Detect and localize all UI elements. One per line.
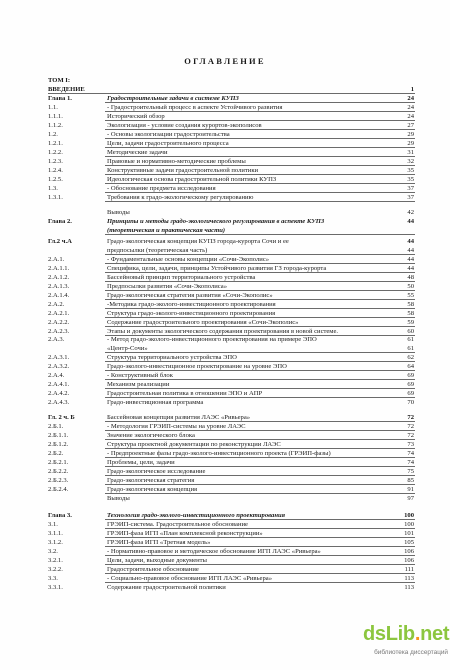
toc-entry-title: Конструктивные задачи градостроительной политики [107, 166, 259, 174]
toc-entry-page: 29 [407, 130, 414, 138]
toc-entry [0, 291, 450, 300]
toc-entry [0, 237, 450, 246]
toc-entry-title: Градостроительные задачи в системе КУПЗ [107, 95, 239, 102]
toc-entry-page: 100 [404, 521, 414, 529]
toc-entry [0, 574, 450, 583]
toc-entry-number: Глава 1. [48, 95, 72, 102]
toc-entry-title: Градо-экологическая стратегия [107, 477, 195, 485]
toc-entry-number: Гл.2 ч.А [48, 237, 72, 245]
toc-entry-number: 2.А.3.1. [48, 354, 70, 362]
toc-entry-number: 1.2.5. [48, 175, 63, 183]
toc-entry-title: - Методология ГРЭИП-системы на уровне ЛАЭС [107, 423, 246, 431]
toc-entry-title: Градостроительная политика в отношении ЭПО и АПР [107, 390, 263, 398]
toc-entry-page: 72 [407, 414, 414, 422]
toc-entry-page: 37 [407, 184, 414, 192]
dslib-watermark[interactable] [350, 623, 450, 663]
toc-entry-number: 1.2.1. [48, 139, 63, 147]
toc-entry [0, 547, 450, 556]
toc-entry [0, 529, 450, 538]
toc-entry-number: 2.А.3. [48, 336, 65, 344]
toc-entry-page: 106 [404, 548, 414, 555]
toc-entry [0, 112, 450, 121]
toc-entry [0, 380, 450, 389]
toc-entry-page: 44 [407, 246, 414, 254]
toc-entry [0, 413, 450, 422]
toc-entry-number: 2.А.1.3. [48, 282, 70, 290]
toc-entry [0, 440, 450, 449]
toc-entry-page: 69 [407, 390, 414, 398]
toc-entry-number: 2.А.2.3. [48, 327, 70, 335]
toc-entry-number: 3.2.1. [48, 557, 63, 564]
toc-entry-page: 70 [407, 399, 414, 407]
watermark-subtitle: библиотека диссертаций [374, 649, 448, 656]
toc-entry-title: ГРЭИП-система. Градостроительное обоснование [107, 521, 248, 529]
toc-entry [0, 318, 450, 327]
toc-entry [0, 353, 450, 362]
toc-entry-page: 44 [407, 237, 414, 245]
toc-entry-number: Глава 3. [48, 512, 72, 520]
toc-entry [0, 362, 450, 371]
toc-entry-number: ТОМ I: [48, 77, 71, 84]
toc-entry-page: 74 [407, 459, 414, 467]
toc-entry-page: 58 [407, 309, 414, 317]
toc-entry [0, 184, 450, 193]
logo-main: dsLib [363, 623, 415, 645]
toc-entry-title: Содержание градостроительного проектирования «Сочи-Экополис» [107, 318, 299, 326]
toc-entry-page: 69 [407, 372, 414, 380]
toc-entry-page: 44 [407, 264, 414, 272]
toc-entry-number: 1.1. [48, 103, 58, 111]
toc-entry [0, 130, 450, 139]
toc-entry [0, 565, 450, 574]
toc-entry-page: 24 [407, 112, 414, 120]
toc-entry-number: 2.А.4. [48, 372, 65, 380]
toc-entry-title: Проблемы, цели, задачи [107, 459, 175, 467]
toc-entry-page: 32 [407, 157, 414, 165]
toc-entry [0, 157, 450, 166]
toc-entry-title: Градо-экологическая концепция КУПЗ города-курорта Сочи и ее [107, 237, 289, 245]
toc-entry-underline [105, 234, 415, 235]
toc-entry-number: 2.Б.1.2. [48, 441, 69, 449]
toc-entry-title: - Фундаментальные основы концепции «Сочи-Экополис» [107, 255, 270, 263]
toc-entry-page: 50 [407, 282, 414, 290]
toc-entry-page: 101 [404, 530, 414, 537]
toc-entry-title: Градостроительное обоснование [107, 566, 199, 573]
toc-entry-title: Технология градо-эколого-инвестиционного проектирования [107, 512, 286, 520]
toc-entry-number: 2.Б.2.4. [48, 486, 69, 494]
toc-entry-title: Механизм реализации [107, 381, 170, 389]
toc-entry-title: Исторический обзор [107, 112, 165, 120]
toc-entry-page: 97 [407, 495, 414, 503]
toc-entry-page: 72 [407, 423, 414, 431]
toc-entry-number: 2.А.4.1. [48, 381, 70, 389]
toc-entry [0, 255, 450, 264]
toc-entry [0, 246, 450, 255]
toc-entry [0, 431, 450, 440]
toc-entry [0, 371, 450, 380]
toc-entry [0, 166, 450, 175]
toc-entry [0, 449, 450, 458]
toc-entry [0, 556, 450, 565]
toc-entry-page: 1 [410, 86, 414, 93]
toc-entry [0, 103, 450, 112]
toc-entry-number: 3.1.1. [48, 530, 63, 537]
toc-entry [0, 511, 450, 520]
toc-entry-title: Градо-экологическое исследование [107, 468, 206, 476]
toc-entry-title: Методические задачи [107, 148, 168, 156]
toc-entry-number: 2.А.4.3. [48, 399, 70, 407]
toc-entry-page: 24 [407, 103, 414, 111]
toc-entry-page: 100 [404, 512, 414, 520]
toc-entry-number: 2.Б.2.3. [48, 477, 69, 485]
toc-entry-page: 35 [407, 175, 414, 183]
toc-entry-number: Гл. 2 ч. Б [48, 414, 75, 422]
toc-entry-number: 2.А.4.2. [48, 390, 70, 398]
toc-entry-page: 42 [407, 208, 414, 216]
toc-entry [0, 264, 450, 273]
toc-entry-number: 2.А.2. [48, 300, 65, 308]
toc-entry [0, 193, 450, 202]
document-title: ОГЛАВЛЕНИЕ [184, 56, 266, 66]
toc-entry-page: 35 [407, 166, 414, 174]
toc-entry [0, 422, 450, 431]
toc-entry-title: Принципы и методы градо-экологического регулирования в аспекте КУПЗ [107, 217, 325, 225]
toc-entry-title: ГРЭИП-фаза ИГП «План комплексной реконструкции» [107, 530, 263, 537]
toc-entry-number: 1.2.4. [48, 166, 63, 174]
toc-entry-page: 27 [407, 121, 414, 129]
toc-entry-page: 75 [407, 468, 414, 476]
toc-entry-page: 44 [407, 217, 414, 225]
toc-entry [0, 208, 450, 217]
toc-entry-page: 48 [407, 273, 414, 281]
toc-entry [0, 398, 450, 407]
toc-entry-page: 105 [404, 539, 414, 546]
toc-entry [0, 148, 450, 157]
toc-entry-title: Структура проектной документации по реконструкции ЛАЭС [107, 441, 281, 449]
toc-entry-page: 69 [407, 381, 414, 389]
toc-entry-number: 2.А.3.2. [48, 363, 70, 371]
toc-entry [0, 175, 450, 184]
toc-entry-title: предпосылки (теоретическая часть) [107, 246, 208, 254]
toc-entry [0, 344, 450, 353]
toc-entry-title: Содержание градостроительной политики [107, 583, 226, 591]
toc-entry-title: Идеологическая основа градостроительной политики КУПЗ [107, 175, 277, 183]
toc-entry-page: 106 [404, 557, 414, 564]
toc-entry [0, 538, 450, 547]
toc-entry [0, 494, 450, 503]
toc-entry [0, 121, 450, 130]
toc-entry [0, 583, 450, 592]
toc-entry-number: 3.2.2. [48, 566, 63, 573]
toc-entry-page: 61 [407, 336, 414, 344]
toc-entry-number: 3.1.2. [48, 539, 63, 546]
toc-entry-number: 1.2.3. [48, 157, 63, 165]
toc-entry-title: Требования к градо-экологическому регулированию [107, 193, 254, 201]
toc-entry-number: 3.3. [48, 574, 58, 582]
toc-entry-page: 60 [407, 327, 414, 335]
toc-entry-title: - Предпроектные фазы градо-эколого-инвестиционного проекта (ГРЭИП-фазы) [107, 450, 331, 458]
toc-entry-number: 2.Б.2.2. [48, 468, 69, 476]
toc-entry-number: 2.А.1.4. [48, 291, 70, 299]
toc-entry [0, 76, 450, 85]
toc-entry-number: 2.А.1.2. [48, 273, 70, 281]
toc-entry-number: 1.2. [48, 130, 58, 138]
toc-entry-number: ВВЕДЕНИЕ [48, 86, 85, 93]
toc-entry-page: 31 [407, 148, 414, 156]
toc-entry [0, 273, 450, 282]
toc-entry-title: - Градостроительный процесс в аспекте Устойчивого развития [107, 103, 283, 111]
toc-entry-title: Градо-экологическая стратегия развития «Сочи-Экополис» [107, 291, 273, 299]
dslib-logo [363, 623, 449, 646]
logo-dot: . [414, 623, 421, 645]
toc-entry [0, 94, 450, 103]
toc-entry-page: 64 [407, 363, 414, 371]
toc-entry-title: Градо-эколого-инвестиционное проектирование на уровне ЭПО [107, 363, 287, 371]
toc-entry-title: Предпосылки развития «Сочи-Экополиса» [107, 282, 228, 290]
toc-entry-page: 61 [407, 345, 414, 353]
toc-entry-title: Цели, задачи, выходные документы [107, 557, 207, 564]
toc-entry [0, 300, 450, 309]
toc-entry [0, 476, 450, 485]
toc-entry-title: Структура территориального устройства ЭПО [107, 354, 237, 362]
toc-entry-number: 2.Б.2. [48, 450, 64, 458]
toc-entry [0, 85, 450, 94]
toc-entry-number: Глава 2. [48, 217, 72, 225]
toc-entry-number: 1.3.1. [48, 193, 63, 201]
toc-entry-number: 2.А.2.2. [48, 318, 70, 326]
toc-entry-number: 1.1.1. [48, 112, 63, 120]
toc-entry-title: Этапы и документы экологического содержания проектирования в новой системе. [107, 327, 339, 335]
toc-entry-number: 3.1. [48, 521, 58, 529]
toc-entry-title: Бассейновая концепция развития ЛАЭС «Ривьера» [107, 414, 251, 422]
toc-entry-number: 2.А.2.1. [48, 309, 70, 317]
toc-entry-page: 91 [407, 486, 414, 494]
toc-entry-title: - Обоснование предмета исследования [107, 184, 216, 192]
toc-entry-title: Экологизация - условие создания курортов-экополисов [107, 121, 262, 129]
toc-entry-title: -Методика градо-эколого-инвестиционного проектирования [107, 300, 276, 308]
toc-entry-title: (теоретическая и практическая части) [107, 226, 226, 234]
toc-entry-page: 72 [407, 432, 414, 440]
toc-entry-title: ГРЭИП-фаза ИГП «Третная модель» [107, 539, 211, 546]
toc-entry-page: 74 [407, 450, 414, 458]
toc-entry [0, 467, 450, 476]
toc-entry-page: 29 [407, 139, 414, 147]
toc-entry-title: Выводы [107, 495, 130, 503]
logo-tld: net [420, 623, 450, 645]
toc-entry-number: 2.Б.1. [48, 423, 64, 431]
toc-entry [0, 520, 450, 529]
toc-entry-title: Градо-экологическая концепция [107, 486, 198, 494]
toc-entry-number: 1.1.2. [48, 121, 63, 129]
toc-entry-page: 111 [404, 566, 414, 573]
toc-entry-title: - Социально-правовое обоснование ИГП ЛАЭС «Ривьера» [107, 574, 273, 582]
toc-entry-title: - Метод градо-эколого-инвестиционного проектирования на примере ЭПО [107, 336, 317, 344]
toc-entry-title: «Центр-Сочи» [107, 345, 148, 353]
toc-entry-page: 85 [407, 477, 414, 485]
toc-entry-number: 1.2.2. [48, 148, 63, 156]
toc-entry-number: 1.3. [48, 184, 58, 192]
toc-entry-page: 59 [407, 318, 414, 326]
toc-entry [0, 389, 450, 398]
toc-entry-page: 62 [407, 354, 414, 362]
toc-entry [0, 485, 450, 494]
toc-entry-number: 2.Б.2.1. [48, 459, 69, 467]
toc-entry-number: 3.3.1. [48, 583, 63, 591]
toc-entry [0, 335, 450, 344]
toc-entry-page: 113 [404, 583, 414, 591]
toc-entry-page: 55 [407, 291, 414, 299]
toc-entry-page: 24 [407, 95, 414, 102]
toc-entry-page: 37 [407, 193, 414, 201]
toc-entry-page: 113 [404, 574, 414, 582]
toc-entry-title: Структура градо-эколого-инвестиционного проектирования [107, 309, 276, 317]
toc-entry-title: Цели, задачи градостроительного процесса [107, 139, 229, 147]
toc-entry-title: Выводы [107, 208, 130, 216]
toc-entry-number: 2.А.1.1. [48, 264, 70, 272]
toc-entry [0, 139, 450, 148]
toc-entry-title: - Основы экологизации градостроительства [107, 130, 230, 138]
toc-entry-number: 2.Б.1.1. [48, 432, 69, 440]
toc-entry-title: - Конструктивный блок [107, 372, 173, 380]
toc-entry [0, 226, 450, 235]
toc-entry [0, 282, 450, 291]
toc-entry-page: 44 [407, 255, 414, 263]
toc-entry [0, 309, 450, 318]
toc-entry-page: 58 [407, 300, 414, 308]
toc-entry-title: - Нормативно-правовое и методическое обоснование ИГП ЛАЭС «Ривьера» [107, 548, 321, 555]
toc-entry-number: 3.2. [48, 548, 58, 555]
toc-entry-page: 73 [407, 441, 414, 449]
toc-entry-title: Специфика, цели, задачи, принципы Устойчивого развития ГЗ города-курорта [107, 264, 327, 272]
toc-entry-title: Правовые и нормативно-методические проблемы [107, 157, 246, 165]
toc-entry-underline [105, 201, 415, 202]
toc-entry-title: Градо-инвестиционная программа [107, 399, 204, 407]
toc-entry-title: Бассейновый принцип территориального устройства [107, 273, 256, 281]
toc-entry [0, 458, 450, 467]
toc-entry [0, 217, 450, 226]
toc-entry-title: Значение экологического блока [107, 432, 195, 440]
toc-entry [0, 327, 450, 336]
toc-entry-number: 2.А.1. [48, 255, 65, 263]
